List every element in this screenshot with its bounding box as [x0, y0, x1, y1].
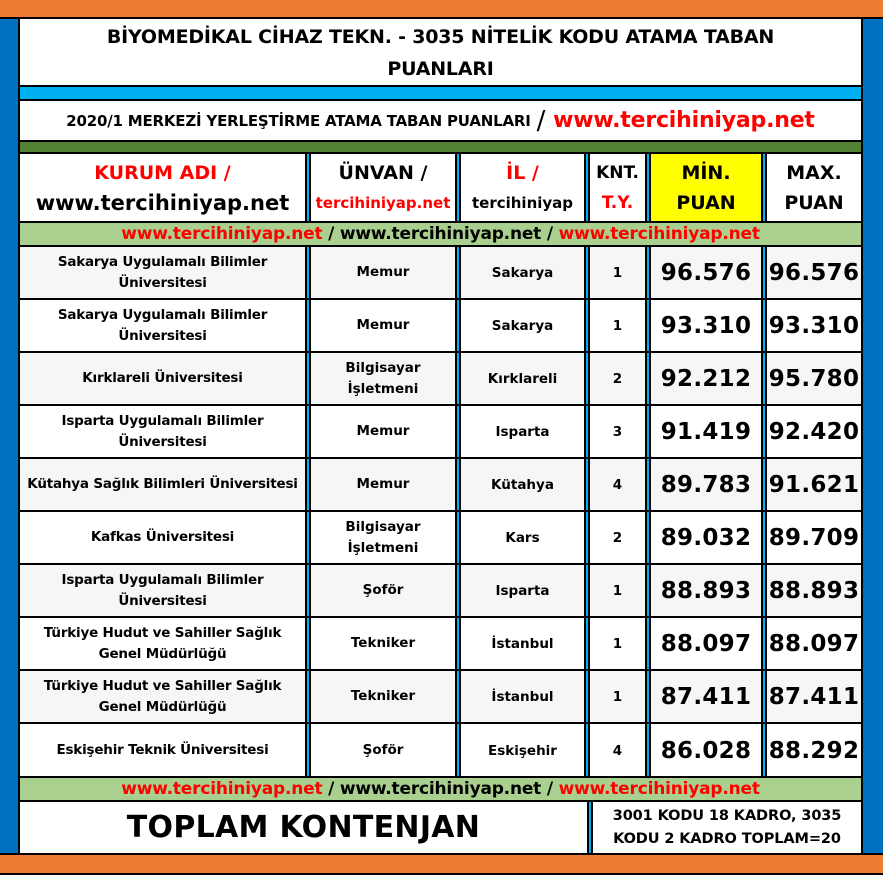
cell-il: Kırklareli [461, 353, 584, 404]
cell-knt: 1 [612, 635, 623, 652]
cell-unvan: Tekniker [350, 635, 416, 651]
cell-max-puan: 88.097 [768, 630, 860, 657]
score-sheet [18, 19, 863, 853]
title-line-1: BİYOMEDİKAL CİHAZ TEKN. - 3035 NİTELİK KODU ATAMA TABAN [106, 26, 775, 48]
header-unvan: ÜNVAN / tercihiniyap.net [315, 161, 451, 212]
cell-unvan: Memur [311, 247, 455, 298]
cell-max-puan: 89.709 [768, 524, 860, 551]
cell-il: İstanbul [491, 635, 554, 652]
cell-min-puan: 89.032 [660, 524, 752, 551]
green-separator [20, 140, 861, 154]
table-row [20, 671, 861, 724]
cell-min-puan: 87.411 [651, 671, 761, 722]
cell-kurum: Kırklareli Üniversitesi [20, 353, 305, 404]
cyan-separator [20, 85, 861, 101]
cell-il: Isparta [461, 565, 584, 616]
table-body [20, 247, 861, 777]
bottom-orange-band [0, 853, 883, 875]
header-il: İL / tercihiniyap [471, 161, 574, 212]
cell-knt: 1 [590, 247, 645, 298]
page-title [20, 19, 861, 85]
cell-min-puan: 92.212 [651, 353, 761, 404]
cell-max-puan: 87.411 [767, 671, 861, 722]
cell-min-puan: 91.419 [660, 418, 752, 445]
cell-unvan: Bilgisayar İşletmeni [311, 353, 455, 404]
total-quota-row [20, 802, 861, 853]
subtitle-text: 2020/1 MERKEZİ YERLEŞTİRME ATAMA TABAN PUANLARI [66, 111, 531, 130]
table-row [20, 300, 861, 353]
cell-unvan: Memur [311, 459, 455, 510]
table-row [20, 565, 861, 618]
total-quota-note: 3001 KODU 18 KADRO, 3035 KODU 2 KADRO TOPLAM=20 [612, 807, 842, 847]
cell-il: Sakarya [461, 247, 584, 298]
table-row [20, 353, 861, 406]
watermark-band-bottom: www.tercihiniyap.net / www.tercihiniyap.net / www.tercihiniyap.net [20, 776, 861, 802]
cell-min-puan: 88.097 [660, 630, 752, 657]
cell-unvan: Bilgisayar İşletmeni [345, 518, 421, 556]
cell-il: Kütahya [461, 459, 584, 510]
table-row [20, 724, 861, 777]
cell-max-puan: 88.893 [767, 565, 861, 616]
cell-unvan: Memur [356, 423, 410, 439]
cell-il: Eskişehir [488, 742, 557, 759]
table-row [20, 618, 861, 671]
subtitle [20, 101, 861, 140]
cell-max-puan: 96.576 [767, 247, 861, 298]
total-quota-label: TOPLAM KONTENJAN [126, 810, 481, 845]
table-row [20, 406, 861, 459]
cell-il: Sakarya [491, 317, 554, 334]
cell-unvan: Tekniker [311, 671, 455, 722]
cell-kurum: Kafkas Üniversitesi [90, 529, 235, 545]
cell-max-puan: 93.310 [768, 312, 860, 339]
header-min-puan: MİN. PUAN [651, 154, 761, 221]
cell-knt: 1 [590, 671, 645, 722]
watermark-band-top: www.tercihiniyap.net / www.tercihiniyap.net / www.tercihiniyap.net [20, 221, 861, 247]
table-row [20, 512, 861, 565]
cell-unvan: Şoför [362, 742, 404, 758]
cell-kurum: Sakarya Uygulamalı Bilimler Üniversitesi [20, 247, 305, 298]
title-line-2: PUANLARI [387, 58, 494, 80]
table-row [20, 247, 861, 300]
cell-kurum: Eskişehir Teknik Üniversitesi [56, 742, 269, 758]
cell-min-puan: 88.893 [651, 565, 761, 616]
cell-min-puan: 89.783 [651, 459, 761, 510]
cell-unvan: Şoför [311, 565, 455, 616]
cell-knt: 4 [612, 742, 623, 759]
cell-kurum: Kütahya Sağlık Bilimleri Üniversitesi [20, 459, 305, 510]
top-orange-band [0, 0, 883, 19]
cell-knt: 1 [590, 565, 645, 616]
cell-kurum: Isparta Uygulamalı Bilimler Üniversitesi [20, 565, 305, 616]
cell-min-puan: 96.576 [651, 247, 761, 298]
cell-kurum: Türkiye Hudut ve Sahiller Sağlık Genel Müdürlüğü [20, 671, 305, 722]
left-blue-border [0, 19, 18, 853]
cell-il: İstanbul [461, 671, 584, 722]
cell-min-puan: 86.028 [660, 737, 752, 764]
cell-kurum: Isparta Uygulamalı Bilimler Üniversitesi [61, 412, 264, 450]
cell-min-puan: 93.310 [660, 312, 752, 339]
cell-max-puan: 92.420 [768, 418, 860, 445]
cell-knt: 1 [612, 317, 623, 334]
cell-knt: 2 [590, 353, 645, 404]
cell-il: Kars [505, 529, 540, 546]
cell-max-puan: 91.621 [767, 459, 861, 510]
cell-knt: 3 [612, 423, 623, 440]
subtitle-url: www.tercihiniyap.net [553, 108, 815, 133]
header-knt: KNT. T.Y. [596, 162, 639, 213]
cell-kurum: Türkiye Hudut ve Sahiller Sağlık Genel Müdürlüğü [43, 624, 282, 662]
cell-max-puan: 88.292 [768, 737, 860, 764]
cell-kurum: Sakarya Uygulamalı Bilimler Üniversitesi [57, 306, 268, 344]
right-blue-border [863, 19, 883, 853]
subtitle-slash: / [536, 105, 546, 136]
table-row [20, 459, 861, 512]
header-max-puan: MAX. PUAN [784, 161, 844, 214]
cell-knt: 4 [590, 459, 645, 510]
cell-max-puan: 95.780 [767, 353, 861, 404]
cell-unvan: Memur [356, 317, 410, 333]
cell-il: Isparta [495, 423, 550, 440]
table-header [20, 154, 861, 221]
cell-knt: 2 [612, 529, 623, 546]
header-kurum: KURUM ADI / www.tercihiniyap.net [35, 161, 290, 215]
